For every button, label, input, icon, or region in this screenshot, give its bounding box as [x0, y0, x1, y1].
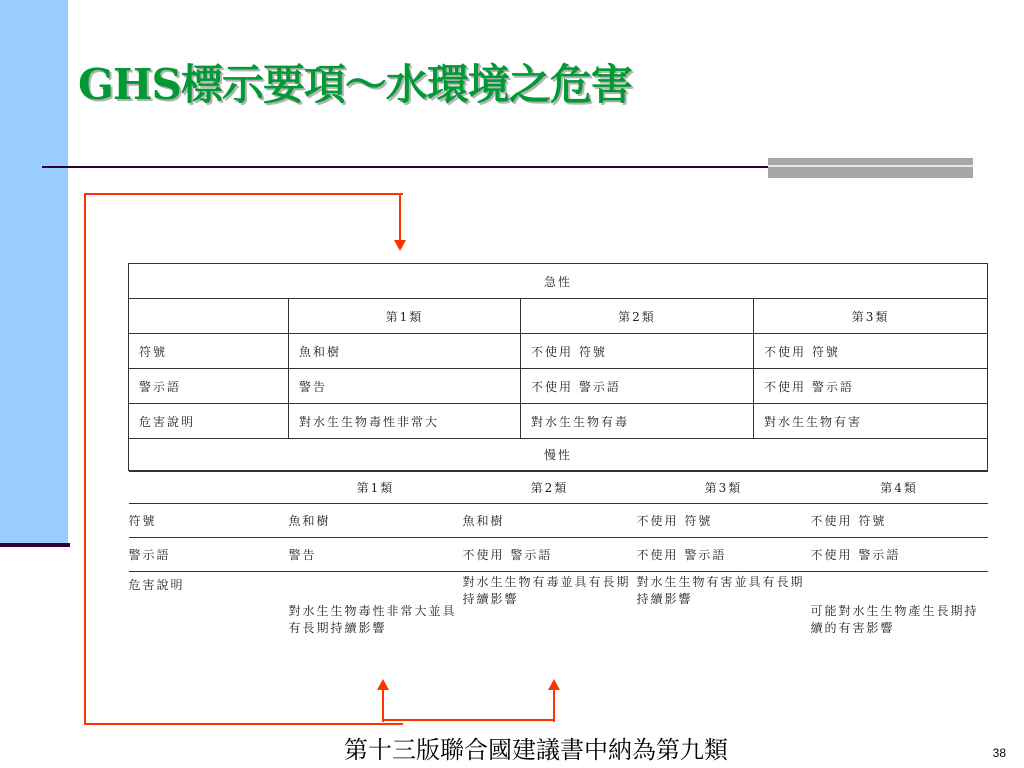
table-cell: 不使用 警示語 — [521, 369, 754, 404]
title-underline-accent — [768, 158, 973, 178]
table-cell: 對水生生物有毒並具有長期持續影響 — [463, 572, 637, 659]
table-cell: 不使用 警示語 — [754, 369, 988, 404]
table-cell: 不使用 警示語 — [637, 538, 811, 572]
table-corner-cell — [129, 299, 289, 334]
row-label: 符號 — [129, 504, 289, 538]
side-accent-rule — [0, 543, 70, 547]
acute-category-2: 第2類 — [521, 299, 754, 334]
table-cell: 魚和樹 — [289, 504, 463, 538]
table-row — [129, 404, 988, 439]
table-cell: 對水生生物有害並具有長期持續影響 — [637, 572, 811, 659]
slide-title: GHS標示要項～水環境之危害 — [78, 60, 632, 109]
arrow-up-icon — [377, 679, 389, 690]
table-cell: 對水生生物有害 — [754, 404, 988, 439]
arrow-up-line-1 — [382, 690, 384, 722]
table-row — [129, 334, 988, 369]
table-row — [129, 504, 988, 538]
table-cell: 不使用 警示語 — [463, 538, 637, 572]
chronic-category-4: 第4類 — [811, 472, 988, 504]
table-cell: 對水生生物有毒 — [521, 404, 754, 439]
arrow-down-icon — [394, 240, 406, 251]
table-cell: 對水生生物毒性非常大並具有長期持續影響 — [289, 572, 463, 659]
table-cell: 魚和樹 — [289, 334, 521, 369]
arrow-connector-line — [384, 719, 555, 721]
table-cell: 警告 — [289, 538, 463, 572]
ghs-aquatic-hazard-table — [128, 263, 988, 658]
row-label: 符號 — [129, 334, 289, 369]
table-cell: 不使用 符號 — [754, 334, 988, 369]
side-accent-bar — [0, 0, 68, 547]
chronic-header-row — [129, 439, 988, 471]
table-corner-cell — [129, 472, 289, 504]
table-cell: 對水生生物毒性非常大 — [289, 404, 521, 439]
slide-number: 38 — [992, 746, 1006, 760]
table-cell: 不使用 符號 — [811, 504, 988, 538]
chronic-category-2: 第2類 — [463, 472, 637, 504]
arrow-down-line — [399, 193, 401, 241]
table-cell: 不使用 符號 — [637, 504, 811, 538]
table-cell: 警告 — [289, 369, 521, 404]
acute-category-1: 第1類 — [289, 299, 521, 334]
table-cell: 不使用 符號 — [521, 334, 754, 369]
chronic-section-label: 慢性 — [129, 439, 988, 471]
acute-category-3: 第3類 — [754, 299, 988, 334]
table-cell: 魚和樹 — [463, 504, 637, 538]
hazard-table-container — [128, 263, 987, 658]
row-label: 危害說明 — [129, 404, 289, 439]
slide-caption: 第十三版聯合國建議書中納為第九類 — [344, 736, 728, 764]
row-label: 警示語 — [129, 369, 289, 404]
chronic-category-3: 第3類 — [637, 472, 811, 504]
chronic-category-1: 第1類 — [289, 472, 463, 504]
arrow-up-line-2 — [553, 690, 555, 722]
table-row — [129, 572, 988, 659]
row-label: 危害說明 — [129, 572, 289, 659]
chronic-category-row — [129, 472, 988, 504]
acute-category-row — [129, 299, 988, 334]
arrow-up-icon — [548, 679, 560, 690]
table-row — [129, 538, 988, 572]
acute-header-row — [129, 264, 988, 299]
row-label: 警示語 — [129, 538, 289, 572]
table-cell: 不使用 警示語 — [811, 538, 988, 572]
chronic-sub-table-row — [129, 471, 988, 659]
table-row — [129, 369, 988, 404]
chronic-sub-table — [129, 471, 988, 658]
chronic-sub-table-cell — [129, 471, 988, 659]
title-underline — [42, 166, 772, 168]
table-cell: 可能對水生生物產生長期持續的有害影響 — [811, 572, 988, 659]
acute-section-label: 急性 — [129, 264, 988, 299]
